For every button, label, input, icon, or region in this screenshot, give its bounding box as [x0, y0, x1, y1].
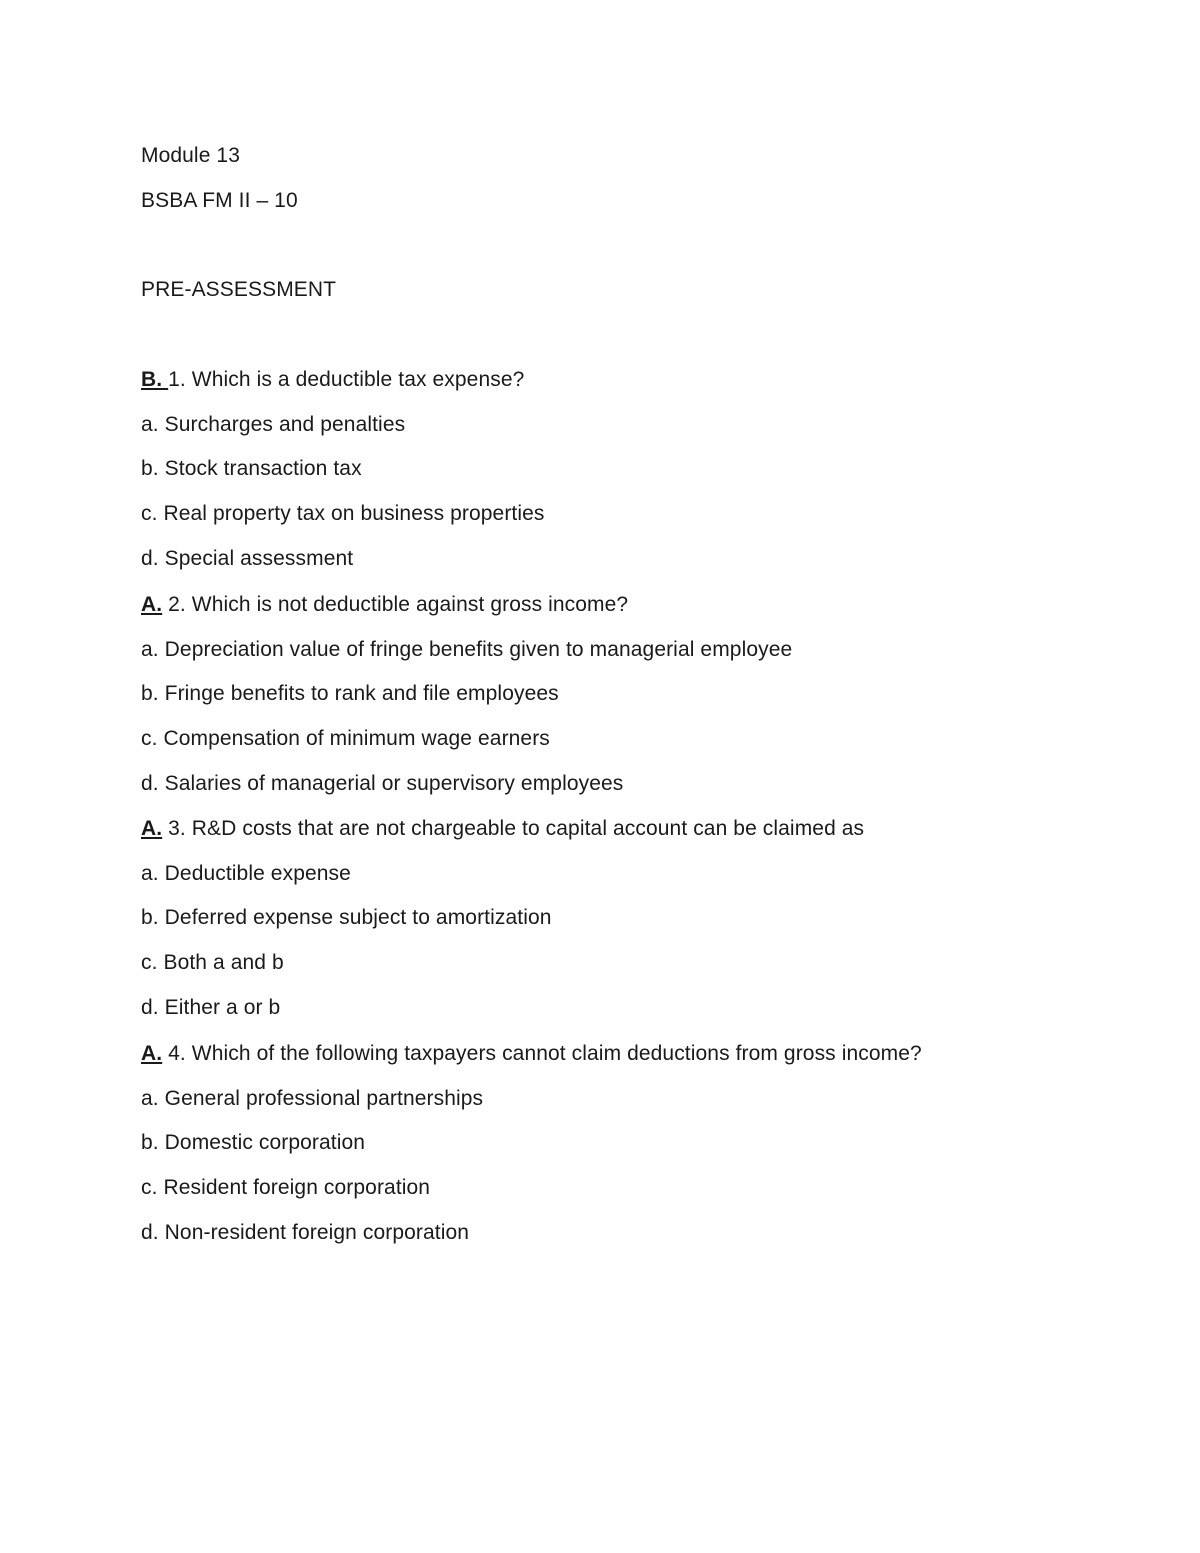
option-4a: a. General professional partnerships — [141, 1087, 484, 1110]
option-2a: a. Depreciation value of fringe benefits given to managerial employee — [141, 638, 793, 661]
answer-key-1: B. — [141, 368, 169, 391]
question-4 — [141, 1041, 922, 1067]
option-4b: b. Domestic corporation — [141, 1131, 366, 1154]
question-text-3: 3. R&D costs that are not chargeable to capital account can be claimed as — [162, 817, 865, 840]
option-3d: d. Either a or b — [141, 996, 281, 1019]
option-4c: c. Resident foreign corporation — [141, 1176, 431, 1199]
option-3a: a. Deductible expense — [141, 862, 351, 885]
option-4d: d. Non-resident foreign corporation — [141, 1221, 470, 1244]
option-1a: a. Surcharges and penalties — [141, 413, 406, 436]
question-3 — [141, 816, 864, 842]
option-3b: b. Deferred expense subject to amortization — [141, 906, 552, 929]
answer-key-4: A. — [141, 1042, 163, 1065]
option-1b: b. Stock transaction tax — [141, 457, 362, 480]
option-3c: c. Both a and b — [141, 951, 284, 974]
course-label: BSBA FM II – 10 — [141, 189, 298, 212]
option-2d: d. Salaries of managerial or supervisory employees — [141, 772, 624, 795]
question-text-2: 2. Which is not deductible against gross income? — [162, 593, 629, 616]
question-text-1: 1. Which is a deductible tax expense? — [168, 368, 525, 391]
question-2 — [141, 592, 628, 618]
option-1d: d. Special assessment — [141, 547, 354, 570]
question-text-4: 4. Which of the following taxpayers cannot claim deductions from gross income? — [162, 1042, 922, 1065]
section-title: PRE-ASSESSMENT — [141, 278, 337, 301]
answer-key-3: A. — [141, 817, 163, 840]
question-1 — [141, 367, 524, 393]
answer-key-2: A. — [141, 593, 163, 616]
option-2b: b. Fringe benefits to rank and file employees — [141, 682, 559, 705]
module-label: Module 13 — [141, 144, 240, 167]
option-2c: c. Compensation of minimum wage earners — [141, 727, 550, 750]
option-1c: c. Real property tax on business properties — [141, 502, 545, 525]
